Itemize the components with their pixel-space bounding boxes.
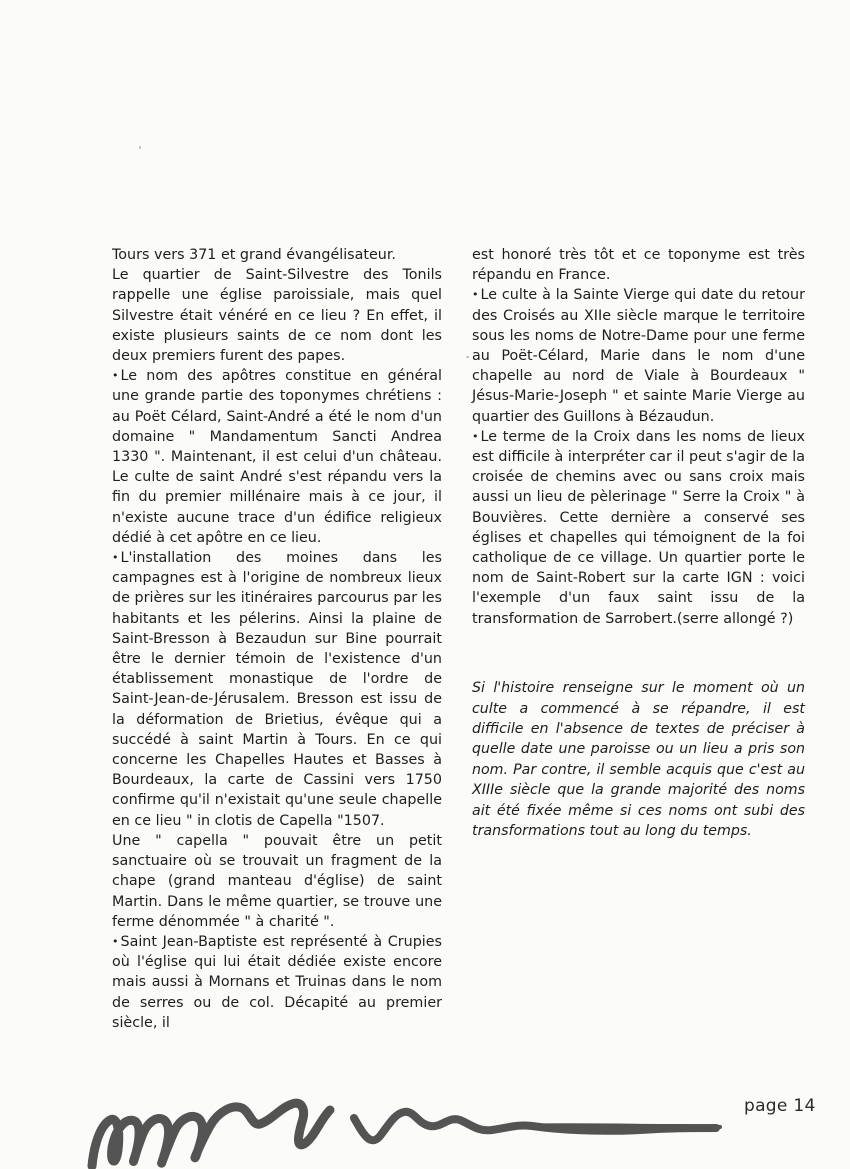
paragraph — [112, 366, 442, 548]
paragraph-text: est honoré très tôt et ce toponyme est très répandu en France. — [472, 247, 805, 284]
bullet-icon: • — [112, 934, 119, 948]
brush-stroke-tail — [516, 1125, 720, 1127]
bullet-icon: • — [472, 429, 479, 443]
paragraph-text: L'installation des moines dans les campagnes est à l'origine de nombreux lieux de prières sur les itinéraires parcourus par les habitants et les pélerins. Ainsi la plaine de Saint-Bresson à Bezaudun sur Bine pourrait être le dernier témoin de l'existence d'un établissement monastique de l'ordre de Saint-Jean-de-Jérusalem. Bresson est issu de la déformation de Brietius, évêque qui a succédé à saint Martin à Tours. En ce qui concerne les Chapelles Hautes et Basses à Bourdeaux, la carte de Cassini vers 1750 confirme qu'il n'existait qu'une seule chapelle en ce lieu " in clotis de Capella "1507. — [112, 550, 442, 829]
left-column — [112, 245, 442, 1033]
paragraph-text: Le terme de la Croix dans les noms de lieux est difficile à interpréter car il peut s'agir de la croisée de chemins avec ou sans croix mais aussi un lieu de pèlerinage " Serre la Croix " à Bouvières. Cette dernière a conservé ses églises et chapelles qui témoignent de la foi catholique de ce village. Un quartier porte le nom de Saint-Robert sur la carte IGN : voici l'exemple d'un faux saint issu de la transformation de Sarrobert.(serre allongé ?) — [472, 428, 805, 627]
paragraph-text: Une " capella " pouvait être un petit sanctuaire où se trouvait un fragment de la chape (grand manteau d'église) de saint Martin. Dans le même quartier, se trouve une ferme dénommée " à charité ". — [112, 832, 442, 930]
paragraph — [472, 245, 805, 285]
bullet-icon: • — [112, 551, 119, 565]
paragraph-text: Le quartier de Saint-Silvestre des Tonils rappelle une église paroissiale, mais quel Silvestre était vénéré en ce lieu ? En effet, il existe plusieurs saints de ce nom dont les deux premiers furent des papes. — [112, 267, 442, 365]
paragraph — [112, 548, 442, 831]
paragraph-text: Tours vers 371 et grand évangélisateur. — [112, 247, 396, 263]
paragraph — [112, 932, 442, 1033]
brush-stroke-drawing — [0, 1040, 850, 1169]
paragraph — [112, 265, 442, 366]
paragraph — [112, 831, 442, 932]
paper-speck — [139, 146, 141, 149]
paragraph-text: Le nom des apôtres constitue en général une grande partie des toponymes chrétiens : au Poët Célard, Saint-André a été le nom d'un domaine " Mandamentum Sancti Andrea 1330 ". Maintenant, il est celui d'un château. Le culte de saint André s'est répandu vers la fin du premier millénaire mais à ce jour, il n'existe aucune trace d'un édifice religieux dédié à cet apôtre en ce lieu. — [112, 368, 442, 546]
brush-stroke-main — [92, 1103, 330, 1166]
paragraph-text: Le culte à la Sainte Vierge qui date du retour des Croisés au XIIe siècle marque le territoire sous les noms de Notre-Dame pour une ferme au Poët-Célard, Marie dans le nom d'une chapelle au nord de Viale à Bourdeaux " Jésus-Marie-Joseph " et sainte Marie Vierge au quartier des Guillons à Bézaudun. — [472, 287, 805, 425]
paragraph — [472, 427, 805, 629]
paper-speck — [466, 356, 469, 358]
italic-note: Si l'histoire renseigne sur le moment où un culte a commencé à se répandre, il est difficile en l'absence de textes de préciser à quelle date une paroisse ou un lieu a pris son nom. Par contre, il semble acquis que c'est au XIIIe siècle que la grande majorité des noms ait été fixée même si ces noms ont subi des transformations tout au long du temps. — [472, 680, 805, 840]
bullet-icon: • — [112, 369, 119, 383]
paragraph — [472, 285, 805, 426]
paragraph-text: Saint Jean-Baptiste est représenté à Crupies où l'église qui lui était dédiée existe encore mais aussi à Mornans et Truinas dans le nom de serres ou de col. Décapité au premier siècle, il — [112, 933, 442, 1031]
page-number: page 14 — [744, 1096, 816, 1116]
paragraph — [112, 245, 442, 265]
bullet-icon: • — [472, 288, 479, 302]
right-column — [472, 245, 805, 629]
